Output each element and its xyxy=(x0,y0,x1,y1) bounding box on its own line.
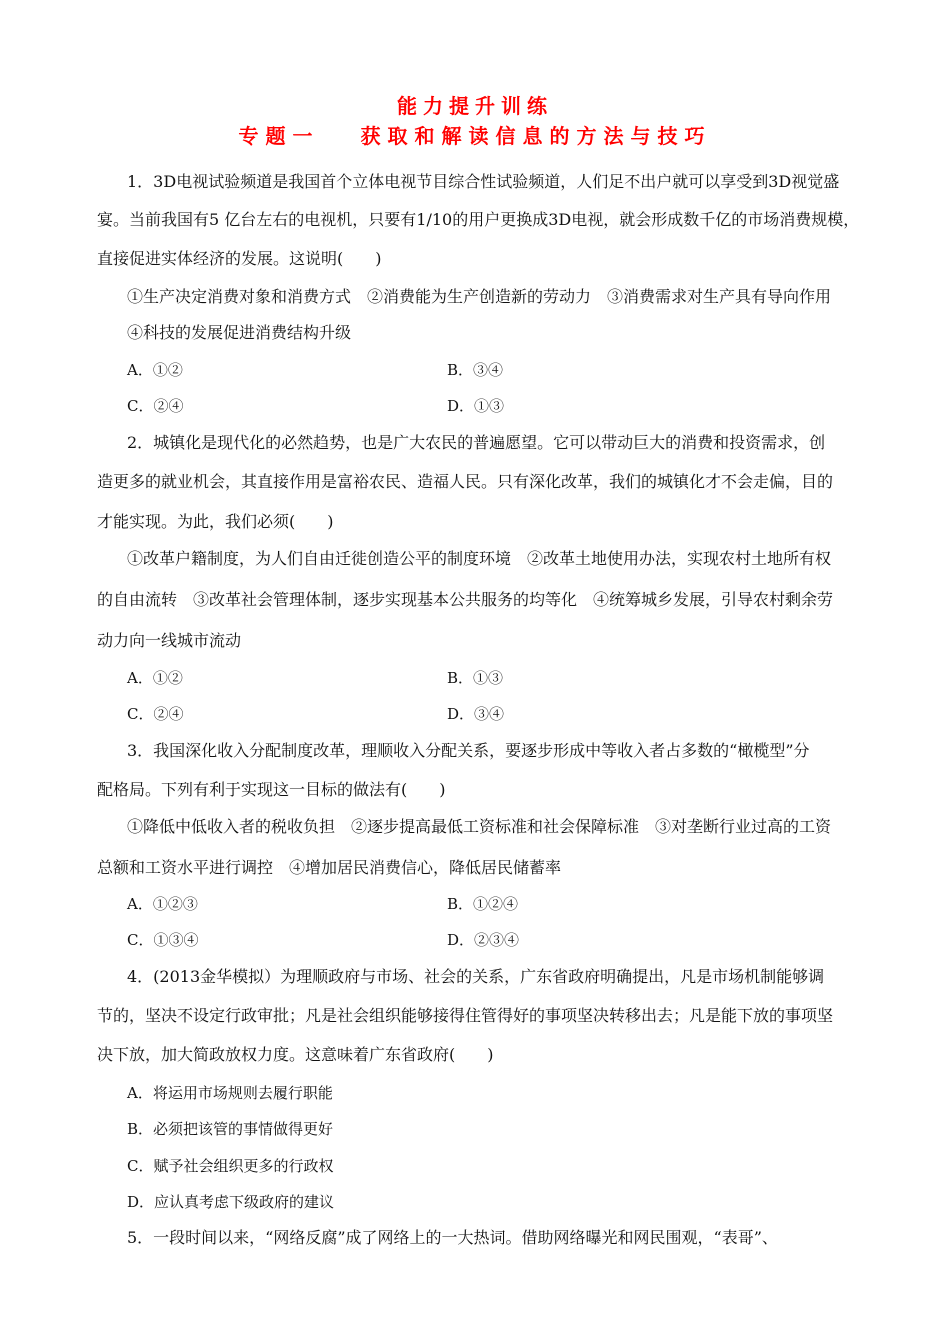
q3-stem-line-1: 3．我国深化收入分配制度改革，理顺收入分配关系，要逐步形成中等收入者占多数的“橄榄型”分 xyxy=(127,741,810,760)
q4-stem-line-1: 4．(2013金华模拟）为理顺政府与市场、社会的关系，广东省政府明确提出，凡是市场机制能够调 xyxy=(127,967,825,986)
q4-option-d[interactable]: D．应认真考虑下级政府的建议 xyxy=(127,1193,335,1211)
q4-option-a[interactable]: A．将运用市场规则去履行职能 xyxy=(127,1084,333,1102)
q3-option-d[interactable]: D．②③④ xyxy=(447,931,520,949)
q5-stem-line-1: 5．一段时间以来，“网络反腐”成了网络上的一大热词。借助网络曝光和网民围观，“表哥”、 xyxy=(127,1228,778,1247)
q1-stem-line-2: 宴。当前我国有5 亿台左右的电视机，只要有1/10的用户更换成3D电视，就会形成数千亿的市场消费规模， xyxy=(97,210,860,229)
q2-stem-line-3: 才能实现。为此，我们必须( ) xyxy=(97,512,334,531)
q2-statements-line-1: ①改革户籍制度，为人们自由迁徙创造公平的制度环境 ②改革土地使用办法，实现农村土地所有权 xyxy=(127,549,832,568)
q1-statements-line-2: ④科技的发展促进消费结构升级 xyxy=(127,323,352,342)
q3-statements-line-2: 总额和工资水平进行调控 ④增加居民消费信心，降低居民储蓄率 xyxy=(97,858,562,877)
q1-option-d[interactable]: D．①③ xyxy=(447,397,505,415)
q4-option-c[interactable]: C．赋予社会组织更多的行政权 xyxy=(127,1157,334,1175)
q2-stem-line-2: 造更多的就业机会，其直接作用是富裕农民、造福人民。只有深化改革，我们的城镇化才不会走偏，目的 xyxy=(97,472,834,491)
q4-stem-line-2: 节的，坚决不设定行政审批；凡是社会组织能够接得住管得好的事项坚决转移出去；凡是能下放的事项坚 xyxy=(97,1006,834,1025)
q2-option-b[interactable]: B．①③ xyxy=(447,669,504,687)
q1-option-c[interactable]: C．②④ xyxy=(127,397,184,415)
q1-option-a[interactable]: A．①② xyxy=(127,361,183,379)
page-subtitle: 专题一 获取和解读信息的方法与技巧 xyxy=(238,124,712,148)
q1-statements-line-1: ①生产决定消费对象和消费方式 ②消费能为生产创造新的劳动力 ③消费需求对生产具有导向作用 xyxy=(127,287,832,306)
q1-option-b[interactable]: B．③④ xyxy=(447,361,504,379)
q3-option-a[interactable]: A．①②③ xyxy=(127,895,198,913)
q4-stem-line-3: 决下放，加大简政放权力度。这意味着广东省政府( ) xyxy=(97,1045,494,1064)
q4-option-b[interactable]: B．必须把该管的事情做得更好 xyxy=(127,1120,334,1138)
q1-stem-line-3: 直接促进实体经济的发展。这说明( ) xyxy=(97,249,382,268)
q2-statements-line-3: 动力向一线城市流动 xyxy=(97,631,242,650)
q3-option-c[interactable]: C．①③④ xyxy=(127,931,199,949)
q3-option-b[interactable]: B．①②④ xyxy=(447,895,519,913)
q3-stem-line-2: 配格局。下列有利于实现这一目标的做法有( ) xyxy=(97,780,446,799)
q2-option-d[interactable]: D．③④ xyxy=(447,705,505,723)
page-title: 能力提升训练 xyxy=(397,94,553,118)
q2-stem-line-1: 2．城镇化是现代化的必然趋势，也是广大农民的普遍愿望。它可以带动巨大的消费和投资需求，创 xyxy=(127,433,826,452)
q2-option-c[interactable]: C．②④ xyxy=(127,705,184,723)
q2-option-a[interactable]: A．①② xyxy=(127,669,183,687)
q3-statements-line-1: ①降低中低收入者的税收负担 ②逐步提高最低工资标准和社会保障标准 ③对垄断行业过高的工资 xyxy=(127,817,832,836)
q1-stem-line-1: 1．3D电视试验频道是我国首个立体电视节目综合性试验频道，人们足不出户就可以享受到3D视觉盛 xyxy=(127,172,840,191)
q2-statements-line-2: 的自由流转 ③改革社会管理体制，逐步实现基本公共服务的均等化 ④统筹城乡发展，引导农村剩余劳 xyxy=(97,590,834,609)
